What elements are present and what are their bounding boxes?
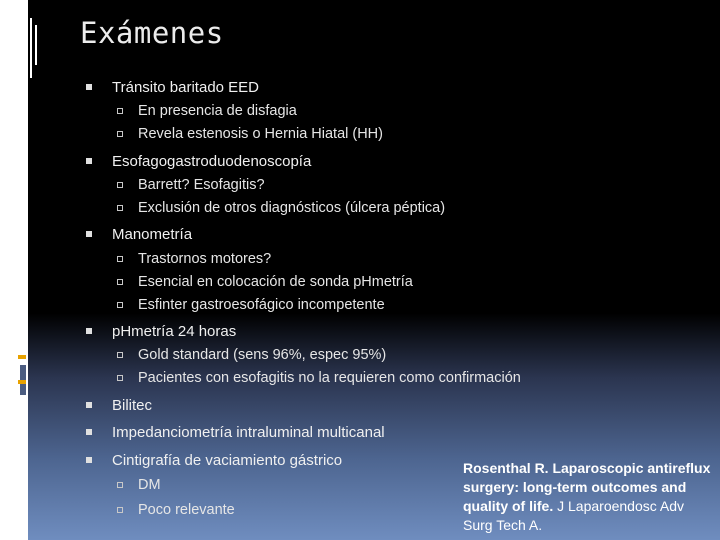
sub-bullet-text: Trastornos motores? bbox=[138, 251, 272, 267]
citation-journal: J Laparoendosc Adv Surg Tech A. bbox=[463, 498, 684, 533]
square-bullet-icon bbox=[86, 402, 92, 408]
bullet-text: Manometría bbox=[112, 226, 193, 243]
hollow-square-bullet-icon bbox=[117, 131, 123, 137]
sub-bullet-item bbox=[138, 102, 297, 120]
sub-bullet-item bbox=[138, 296, 385, 314]
sub-bullet-item bbox=[138, 125, 383, 143]
sub-bullet-item bbox=[138, 346, 386, 364]
sub-bullet-item bbox=[138, 199, 445, 217]
sub-bullet-text: Poco relevante bbox=[138, 502, 235, 518]
hollow-square-bullet-icon bbox=[117, 375, 123, 381]
bullet-item bbox=[112, 323, 236, 341]
bullet-text: Cintigrafía de vaciamiento gástrico bbox=[112, 452, 343, 469]
sub-bullet-text: Gold standard (sens 96%, espec 95%) bbox=[138, 347, 387, 363]
hollow-square-bullet-icon bbox=[117, 256, 123, 262]
hollow-square-bullet-icon bbox=[117, 507, 123, 513]
square-bullet-icon bbox=[86, 457, 92, 463]
hollow-square-bullet-icon bbox=[117, 352, 123, 358]
bullet-text: Tránsito baritado EED bbox=[112, 79, 260, 96]
hollow-square-bullet-icon bbox=[117, 182, 123, 188]
bullet-item bbox=[112, 226, 192, 244]
square-bullet-icon bbox=[86, 158, 92, 164]
square-bullet-icon bbox=[86, 84, 92, 90]
sub-bullet-item bbox=[138, 250, 271, 268]
bullet-item bbox=[112, 153, 311, 171]
bullet-item bbox=[112, 452, 342, 470]
hollow-square-bullet-icon bbox=[117, 482, 123, 488]
bullet-item bbox=[112, 397, 152, 415]
sub-bullet-text: Esencial en colocación de sonda pHmetría bbox=[138, 274, 413, 290]
sub-bullet-item bbox=[138, 369, 521, 387]
hollow-square-bullet-icon bbox=[117, 302, 123, 308]
bullet-text: Impedanciometría intraluminal multicanal bbox=[112, 424, 385, 441]
square-bullet-icon bbox=[86, 429, 92, 435]
sub-bullet-text: Exclusión de otros diagnósticos (úlcera péptica) bbox=[138, 200, 446, 216]
sub-bullet-text: Esfinter gastroesofágico incompetente bbox=[138, 297, 385, 313]
bullet-item bbox=[112, 79, 259, 97]
sub-bullet-text: Pacientes con esofagitis no la requieren como confirmación bbox=[138, 370, 521, 386]
sub-bullet-item bbox=[138, 501, 235, 519]
sub-bullet-item bbox=[138, 176, 265, 194]
square-bullet-icon bbox=[86, 328, 92, 334]
citation-reference bbox=[463, 459, 713, 535]
bullet-text: Esofagogastroduodenoscopía bbox=[112, 153, 312, 170]
sub-bullet-item bbox=[138, 273, 413, 291]
slide-title: Exámenes bbox=[80, 16, 224, 50]
bullet-text: Bilitec bbox=[112, 397, 153, 414]
sub-bullet-text: En presencia de disfagia bbox=[138, 103, 297, 119]
hollow-square-bullet-icon bbox=[117, 108, 123, 114]
sub-bullet-text: Revela estenosis o Hernia Hiatal (HH) bbox=[138, 126, 383, 142]
sub-bullet-text: DM bbox=[138, 477, 161, 493]
square-bullet-icon bbox=[86, 231, 92, 237]
bullet-text: pHmetría 24 horas bbox=[112, 323, 237, 340]
hollow-square-bullet-icon bbox=[117, 279, 123, 285]
sub-bullet-item bbox=[138, 476, 161, 494]
citation-bold: Rosenthal R. Laparoscopic antireflux surgery: long-term outcomes and quality of life. bbox=[463, 460, 711, 514]
bullet-item bbox=[112, 424, 385, 442]
hollow-square-bullet-icon bbox=[117, 205, 123, 211]
sub-bullet-text: Barrett? Esofagitis? bbox=[138, 177, 265, 193]
